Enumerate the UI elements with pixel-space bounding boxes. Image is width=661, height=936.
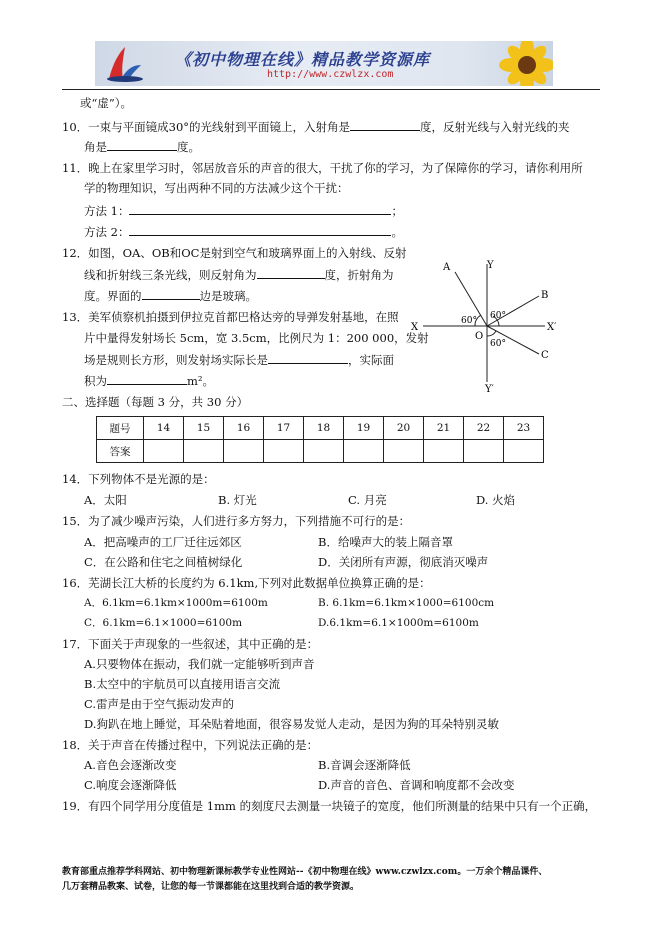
option-b: B. 6.1km=6.1km×1000=6100cm (318, 597, 495, 609)
question-10 (62, 118, 570, 135)
question-18: 18．关于声音在传播过程中，下列说法正确的是： (62, 738, 319, 752)
label-xp: X′ (547, 322, 557, 333)
table-row (97, 440, 544, 463)
q13-text-a: 场是规则长方形，则发射场实际长是 (84, 353, 268, 367)
question-13: 13．美军侦察机拍摄到伊拉克首都巴格达旁的导弹发射基地，在照 (62, 310, 399, 324)
question-17: 17．下面关于声现象的一些叙述，其中正确的是： (62, 637, 319, 651)
question-16: 16．芜湖长江大桥的长度约为 6.1km,下列对此数据单位换算正确的是： (62, 576, 431, 590)
label-y: Y (487, 260, 494, 271)
footer-line: 教育部重点推荐学科网站、初中物理新课标教学专业性网站--《初中物理在线》www.czwlzx.com。一万余个精品课件、 (62, 867, 548, 877)
q13-text-d: m²。 (187, 374, 215, 388)
question-13-cont3 (84, 372, 214, 389)
answer-blank[interactable] (257, 266, 325, 279)
question-12: 12．如图，OA、OB和OC是射到空气和玻璃界面上的入射线、反射 (62, 246, 407, 260)
punct: 。 (391, 225, 403, 239)
answer-blank[interactable] (268, 351, 348, 364)
label-c: C (541, 350, 549, 361)
table-row (97, 417, 544, 440)
table-number-cell: 17 (264, 417, 304, 440)
q13-text-b: ，实际面 (348, 353, 394, 367)
table-number-cell: 18 (304, 417, 344, 440)
q12-text-c: 度。界面的 (84, 289, 142, 303)
q10-text-a: 10．一束与平面镜成30°的光线射到平面镜上，入射角是 (62, 120, 351, 134)
question-13-cont: 片中量得发射场长 5cm，宽 3.5cm，比例尺为 1：200 000，发射 (84, 331, 429, 345)
option-c: C. 月亮 (348, 493, 387, 507)
label-yp: Y′ (485, 384, 494, 394)
angle-label: 60° (461, 316, 477, 326)
angle-arc (487, 331, 496, 336)
option-b: B.太空中的宇航员可以直接用语言交流 (84, 677, 281, 691)
q10-text-c: 角是 (84, 140, 107, 154)
option-c: C．在公路和住宅之间植树绿化 (84, 555, 243, 569)
table-header-cell: 答案 (97, 440, 144, 463)
question-12-cont2 (84, 287, 257, 304)
angle-label: 60° (490, 339, 506, 349)
q12-text-d: 边是玻璃。 (199, 289, 257, 303)
method-1-label: 方法 1： (84, 204, 130, 218)
answer-blank[interactable] (350, 118, 420, 131)
header-banner (95, 41, 553, 86)
method-2 (84, 223, 403, 240)
option-a: A．把高噪声的工厂迁往远郊区 (84, 535, 242, 549)
option-b: B．给噪声大的装上隔音罩 (318, 535, 453, 549)
table-number-cell: 19 (344, 417, 384, 440)
q12-text-a: 线和折射线三条光线，则反射角为 (84, 268, 257, 282)
light-ray-diagram (405, 254, 590, 394)
punct: ； (391, 204, 403, 218)
sunflower-icon (489, 41, 553, 86)
option-a: A.音色会逐渐改变 (84, 758, 177, 772)
answer-blank[interactable] (107, 372, 187, 385)
table-number-cell: 15 (184, 417, 224, 440)
question-13-cont2 (84, 351, 394, 368)
option-c: C.响度会逐渐降低 (84, 778, 177, 792)
logo-icon (103, 45, 145, 83)
table-number-cell: 23 (504, 417, 544, 440)
header-url[interactable]: http://www.czwlzx.com (267, 69, 394, 80)
answer-cell[interactable] (144, 440, 184, 463)
answer-cell[interactable] (344, 440, 384, 463)
q10-text-d: 度。 (177, 140, 200, 154)
option-d: D.声音的音色、音调和响度都不会改变 (318, 778, 515, 792)
angle-label: 60° (490, 311, 506, 321)
option-a: A．6.1km=6.1km×1000m=6100m (84, 597, 268, 609)
option-c: C．6.1km=6.1×1000=6100m (84, 617, 243, 629)
text-line: 或“虚”）。 (80, 96, 133, 110)
method-1 (84, 202, 403, 219)
option-d: D.狗趴在地上睡觉，耳朵贴着地面，很容易发觉人走动，是因为狗的耳朵特别灵敏 (84, 717, 499, 731)
question-19: 19．有四个同学用分度值是 1mm 的刻度尺去测量一块镜子的宽度，他们所测量的结果中只有一个正确， (62, 799, 597, 813)
answer-blank[interactable] (129, 202, 391, 215)
header-title: 《初中物理在线》精品教学资源库 (175, 50, 431, 69)
option-b: B. 灯光 (218, 493, 257, 507)
question-12-cont (84, 266, 394, 283)
label-a: A (443, 262, 451, 273)
answer-cell[interactable] (424, 440, 464, 463)
answer-blank[interactable] (107, 138, 177, 151)
answer-cell[interactable] (304, 440, 344, 463)
q13-text-c: 积为 (84, 374, 107, 388)
option-d: D. 火焰 (476, 493, 516, 507)
table-number-cell: 22 (464, 417, 504, 440)
question-14: 14．下列物体不是光源的是： (62, 472, 215, 486)
table-number-cell: 21 (424, 417, 464, 440)
header-rule (62, 89, 600, 90)
answer-cell[interactable] (224, 440, 264, 463)
answer-cell[interactable] (464, 440, 504, 463)
question-11-cont: 学的物理知识，写出两种不同的方法减少这个干扰： (84, 181, 349, 195)
question-10-cont (84, 138, 200, 155)
table-header-cell: 题号 (97, 417, 144, 440)
answer-blank[interactable] (129, 223, 391, 236)
option-a: A．太阳 (84, 493, 127, 507)
method-2-label: 方法 2： (84, 225, 130, 239)
section-heading: 二、选择题（每题 3 分，共 30 分） (62, 395, 249, 409)
footer-line: 几万套精品教案、试卷，让您的每一节课都能在这里找到合适的教学资源。 (62, 882, 360, 892)
answer-cell[interactable] (264, 440, 304, 463)
option-b: B.音调会逐渐降低 (318, 758, 411, 772)
option-c: C.雷声是由于空气振动发声的 (84, 697, 235, 711)
label-x: X (411, 322, 419, 333)
q10-text-b: 度，反射光线与入射光线的夹 (420, 120, 570, 134)
answer-cell[interactable] (184, 440, 224, 463)
label-b: B (541, 290, 549, 301)
label-o: O (475, 331, 484, 342)
question-11: 11．晚上在家里学习时，邻居放音乐的声音的很大，干扰了你的学习，为了保障你的学习，请你利用所 (62, 161, 583, 175)
table-number-cell: 20 (384, 417, 424, 440)
answer-cell[interactable] (504, 440, 544, 463)
q12-text-b: 度，折射角为 (324, 268, 394, 282)
answer-table (96, 416, 544, 463)
question-15: 15．为了减少噪声污染，人们进行多方努力，下列措施不可行的是： (62, 514, 411, 528)
option-d: D.6.1km=6.1×1000m=6100m (318, 617, 479, 629)
option-d: D．关闭所有声源，彻底消灭噪声 (318, 555, 489, 569)
table-number-cell: 14 (144, 417, 184, 440)
answer-blank[interactable] (142, 287, 200, 300)
table-number-cell: 16 (224, 417, 264, 440)
option-a: A.只要物体在振动，我们就一定能够听到声音 (84, 657, 315, 671)
answer-cell[interactable] (384, 440, 424, 463)
